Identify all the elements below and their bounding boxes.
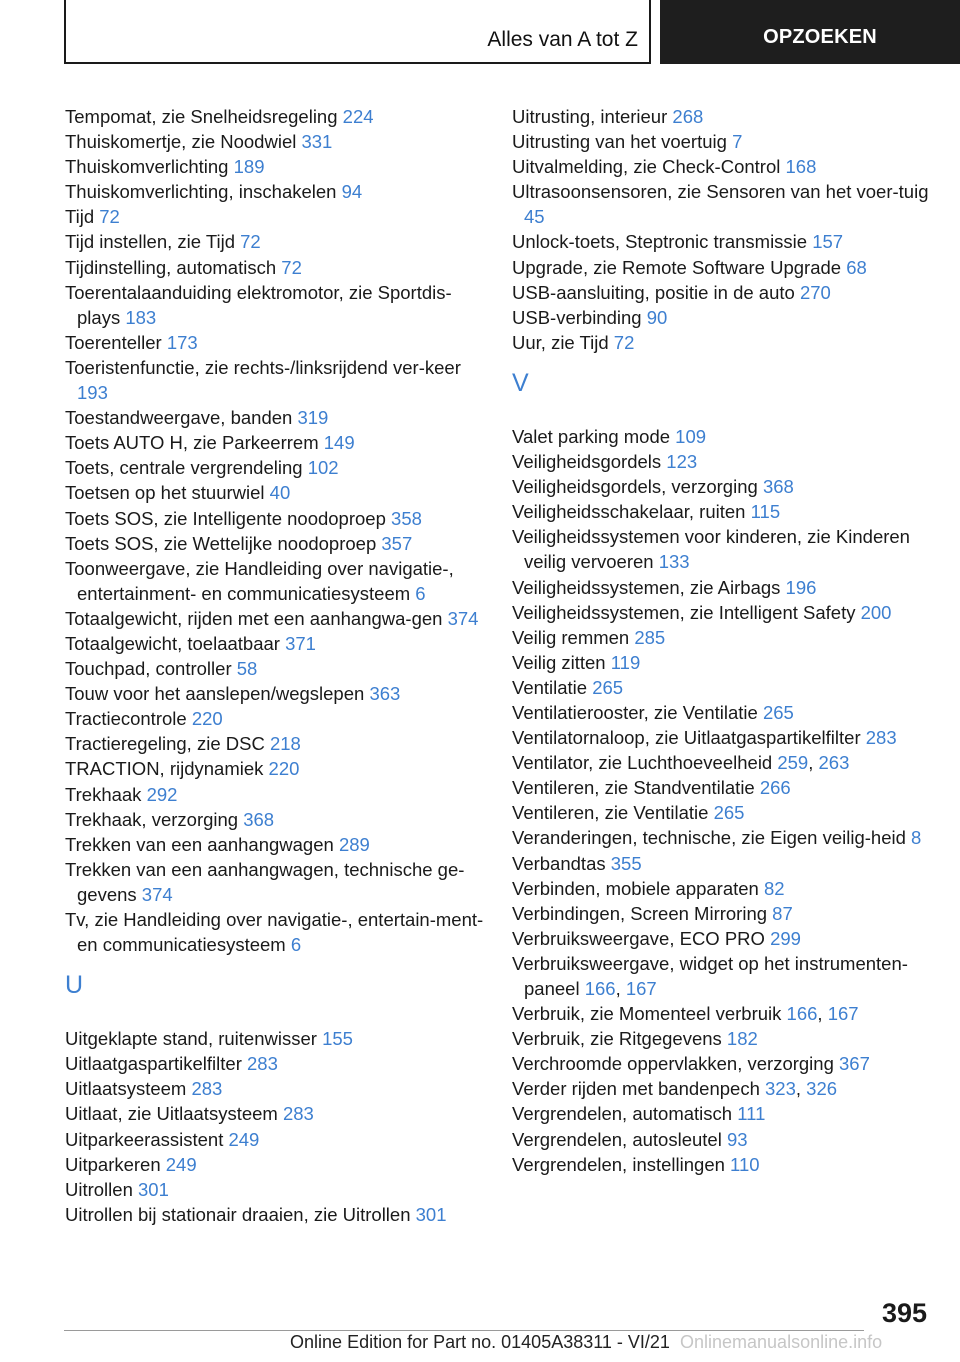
index-entry-text: Thuiskomertje, zie Noodwiel [65,131,302,153]
index-entry [512,154,932,179]
page-link[interactable]: 301 [415,1203,447,1225]
index-entry [65,731,485,756]
index-entry-text: Upgrade, zie Remote Software Upgrade [512,256,847,278]
index-entry [65,706,485,731]
index-entry-text: Thuiskomverlichting [65,156,234,178]
index-entry-text: Trekhaak, verzorging [65,808,244,830]
index-entry [65,907,485,957]
page-link[interactable]: 299 [770,927,801,949]
index-entry [512,675,932,700]
index-entry-text: Trekken van een aanhangwagen [65,833,339,855]
index-entry-text: Uitlaatsysteem [65,1078,192,1100]
index-entry-text: Uitparkeerassistent [65,1128,229,1150]
page-link[interactable]: 268 [672,106,704,127]
index-entry [512,851,932,876]
page-link[interactable]: 40 [269,482,291,504]
index-entry [65,531,485,556]
page-link[interactable]: 102 [307,457,339,479]
index-entry [512,280,932,305]
page-link[interactable]: 363 [369,683,401,705]
index-entry [65,807,485,832]
index-entry [65,154,485,179]
index-entry [65,1177,485,1202]
index-entry-text: Toets SOS, zie Intelligente noodoproep [65,507,392,529]
index-entry-text: Veiligheidssystemen, zie Airbags [512,576,786,598]
index-entry-text: Toets SOS, zie Wettelijke noodoproep [65,532,382,554]
page-link[interactable]: 368 [243,808,275,830]
index-entry-text: Toerentalaanduiding elektromotor, zie Sportdis-plays [65,281,452,328]
index-entry [65,681,485,706]
index-entry-text: Verbruiksweergave, ECO PRO [512,927,771,949]
index-entry-text: Veilig remmen [512,626,635,648]
index-entry-text: Verbindingen, Screen Mirroring [512,902,773,924]
page-link[interactable]: 6 [290,934,302,956]
index-entry-text: Uitgeklapte stand, ruitenwisser [65,1028,323,1050]
index-entry-text: Tijd instellen, zie Tijd [65,231,241,253]
index-entry [512,575,932,600]
index-entry-text: Toestandweergave, banden [65,407,298,429]
section-letter: U [65,971,84,1000]
page-link[interactable]: 182 [726,1028,758,1050]
index-entry [65,1127,485,1152]
page-link[interactable]: 368 [762,476,794,498]
page-link[interactable]: 374 [447,607,479,629]
index-entry [65,455,485,480]
index-entry [65,430,485,455]
header-bottom-rule [64,62,649,64]
page-link[interactable]: 90 [646,306,668,328]
index-entry-text: Ventilatierooster, zie Ventilatie [512,701,763,723]
index-entry [512,700,932,725]
page-link[interactable]: 218 [269,733,301,755]
page-link[interactable]: 133 [658,551,690,573]
index-entry-text: Tijd [65,206,100,228]
page-link[interactable]: 94 [341,181,363,203]
index-entry-text: Ventileren, zie Standventilatie [512,777,760,799]
index-entry [512,179,932,229]
index-entry-text: Uitrollen bij stationair draaien, zie Uitrollen [65,1203,416,1225]
page-link[interactable]: 196 [785,576,817,598]
index-entry [512,229,932,254]
index-entry [65,1026,485,1051]
page-link[interactable]: 285 [634,626,666,648]
index-entry [65,204,485,229]
index-entry [512,1001,932,1026]
index-entry [65,1202,485,1227]
index-entry-text: Ventilatie [512,676,593,698]
index-entry-text: Uitrusting, interieur [512,106,673,127]
page-link[interactable]: 189 [233,156,265,178]
page-link[interactable]: 367 [839,1053,870,1075]
page-link[interactable]: 265 [762,701,794,723]
page-link[interactable]: 283 [191,1078,223,1100]
index-entry-text: Ventilator, zie Luchthoeveelheid [512,752,778,774]
page-link[interactable]: 292 [146,783,178,805]
header-left-rule [64,0,66,64]
watermark: Onlinemanualsonline.info [680,1332,883,1352]
page-link[interactable]: 68 [846,256,867,278]
index-entry [512,474,932,499]
index-entry [512,901,932,926]
index-entry [65,756,485,781]
page-link[interactable]: 6 [415,582,426,604]
index-entry [512,424,932,449]
page-link[interactable]: 8 [911,827,922,849]
page-link[interactable]: 265 [713,802,745,824]
index-entry-text: Tractieregeling, zie DSC [65,733,270,755]
page-link[interactable]: 109 [675,425,707,447]
index-entry [512,650,932,675]
page-link[interactable]: 224 [342,106,374,127]
page-link[interactable]: 249 [165,1153,197,1175]
page-link[interactable]: 283 [865,727,897,749]
page-link[interactable]: 266 [759,777,791,799]
index-column-left [65,104,485,1227]
opzoeken-tab[interactable] [660,0,960,64]
index-entry [512,876,932,901]
page-link[interactable]: 119 [610,651,641,673]
page-link[interactable]: 93 [726,1128,748,1150]
page-separator: , [795,1078,807,1100]
index-entry [65,857,485,907]
index-entry-text: Veiligheidsschakelaar, ruiten [512,501,751,523]
index-entry-text: Totaalgewicht, toelaatbaar [65,632,286,654]
page-link[interactable]: 358 [391,507,422,529]
index-entry [512,600,932,625]
page-separator: , [808,752,819,774]
page-link[interactable]: 371 [285,632,316,654]
index-entry [65,506,485,531]
page-number: 395 [881,1298,927,1328]
index-entry [512,1026,932,1051]
index-entry-text: Thuiskomverlichting, inschakelen [65,181,342,203]
index-entry [65,1101,485,1126]
page-link[interactable]: 263 [818,752,850,774]
header-tab-divider [640,0,651,64]
index-entry-text: Uitparkeren [65,1153,166,1175]
index-entry-text: Uur, zie Tijd [512,331,614,353]
footer-rule [64,1330,864,1331]
index-entry [65,280,485,330]
index-entry [512,524,932,574]
page-link[interactable]: 72 [613,331,635,353]
index-entry-text: Toets, centrale vergrendeling [65,457,308,479]
index-entry-text: Touw voor het aanslepen/wegslepen [65,683,370,705]
page-link[interactable]: 326 [806,1078,838,1100]
index-entry-text: Tractiecontrole [65,708,192,730]
page-link[interactable]: 193 [77,382,108,404]
page-link[interactable]: 167 [827,1003,859,1025]
index-entry-text: Veiligheidssystemen, zie Intelligent Safety [512,601,861,623]
index-entry [512,1076,932,1101]
page-link[interactable]: 220 [268,758,300,780]
index-entry [65,556,485,606]
index-entry-text: Toerenteller [65,331,167,353]
index-entry [65,631,485,656]
index-entry [65,1051,485,1076]
index-entry-text: Toetsen op het stuurwiel [65,482,270,504]
page-link[interactable]: 111 [737,1103,766,1125]
index-entry [65,1076,485,1101]
index-entry-text: Tv, zie Handleiding over navigatie-, entertain-ment- en communicatiesysteem [65,909,484,956]
index-entry-text: Totaalgewicht, rijden met een aanhangwa-gen [65,607,448,629]
page-link[interactable]: 200 [860,601,892,623]
index-entry [512,800,932,825]
opzoeken-tab-label: OPZOEKEN [763,25,877,48]
section-tab-label[interactable]: Alles van A tot Z [487,28,638,51]
index-entry-text: Veilig zitten [512,651,611,673]
index-entry [512,725,932,750]
page-link[interactable]: 283 [247,1053,278,1075]
page-link[interactable]: 265 [592,676,624,698]
index-entry-text: Toonweergave, zie Handleiding over navigatie-, entertainment- en communicatiesysteem [65,557,454,604]
index-entry [512,825,932,850]
section-letter: V [512,368,529,397]
page-link[interactable]: 166 [584,978,616,999]
index-entry-text: Verbandtas [512,852,611,874]
page-link[interactable]: 259 [777,752,809,774]
index-entry-text: Veiligheidssystemen voor kinderen, zie Kinderen veilig vervoeren [512,526,910,573]
index-entry-text: Veiligheidsgordels, verzorging [512,476,763,498]
page-link[interactable]: 173 [166,331,198,353]
page-link[interactable]: 58 [236,658,258,680]
index-entry-text: Uitlaat, zie Uitlaatsysteem [65,1103,283,1125]
page-link[interactable]: 270 [799,281,831,303]
page-link[interactable]: 355 [610,852,642,874]
index-entry [512,951,932,1001]
page-link[interactable]: 110 [730,1153,760,1175]
page-link[interactable]: 323 [765,1078,796,1100]
page-link[interactable]: 357 [381,532,413,554]
index-entry-text: Toeristenfunctie, zie rechts-/linksrijdend ver-keer [65,356,461,378]
index-entry [65,1152,485,1177]
page-separator: , [615,978,626,999]
page-link[interactable]: 183 [125,306,157,328]
index-entry-text: Uitvalmelding, zie Check-Control [512,156,786,178]
index-entry-text: Unlock-toets, Steptronic transmissie [512,231,813,253]
index-entry-text: Vergrendelen, autosleutel [512,1128,727,1150]
page-link[interactable]: 149 [323,432,355,454]
index-entry-text: Uitlaatgaspartikelfilter [65,1053,247,1075]
index-entry-text: Trekken van een aanhangwagen, technische ge-gevens [65,858,465,905]
index-entry [512,775,932,800]
index-entry [65,330,485,355]
page-link[interactable]: 7 [732,131,743,153]
index-entry [65,179,485,204]
index-entry [65,606,485,631]
index-entry [512,1152,932,1177]
page-link[interactable]: 220 [191,708,223,730]
index-entry-text: Ventileren, zie Ventilatie [512,802,714,824]
index-entry-text: Ultrasoonsensoren, zie Sensoren van het voer-tuig [512,181,929,203]
index-entry [512,1101,932,1126]
index-entry [512,926,932,951]
index-entry-text: TRACTION, rijdynamiek [65,758,269,780]
page-link[interactable]: 87 [772,902,793,924]
index-entry [65,832,485,857]
page-link[interactable]: 167 [625,978,657,999]
index-entry-text: Tijdinstelling, automatisch [65,256,282,278]
index-entry-text: Trekhaak [65,783,147,805]
index-entry [65,255,485,280]
index-entry-text: Toets AUTO H, zie Parkeerrem [65,432,324,454]
index-entry [512,129,932,154]
index-entry-text: Vergrendelen, instellingen [512,1153,731,1175]
index-entry-text: Touchpad, controller [65,658,237,680]
page-separator: , [817,1003,828,1025]
index-entry [512,1051,932,1076]
index-entry [65,355,485,405]
index-entry [65,656,485,681]
page-link[interactable]: 289 [338,833,370,855]
index-entry-text: Veiligheidsgordels [512,451,667,473]
index-entry-text: Verbruik, zie Ritgegevens [512,1028,727,1050]
page-link[interactable]: 115 [750,501,781,523]
page-link[interactable]: 157 [812,231,844,253]
index-entry-text: Tempomat, zie Snelheidsregeling [65,106,343,127]
page-link[interactable]: 168 [785,156,817,178]
index-entry-text: Verchroomde oppervlakken, verzorging [512,1053,840,1075]
page-link[interactable]: 82 [764,877,785,899]
index-entry-text: Verbruiksweergave, widget op het instrumenten-paneel [512,952,908,999]
page-link[interactable]: 123 [666,451,698,473]
page-link[interactable]: 319 [297,407,329,429]
index-entry [512,750,932,775]
index-entry [512,625,932,650]
index-entry-text: Verbinden, mobiele apparaten [512,877,764,899]
page-link[interactable]: 72 [281,256,302,278]
page-link[interactable]: 166 [786,1003,818,1025]
index-entry [65,405,485,430]
page-link[interactable]: 45 [524,206,545,228]
index-entry [512,104,932,129]
index-entry [512,255,932,280]
index-entry-text: Uitrusting van het voertuig [512,131,733,153]
page-link[interactable]: 374 [141,883,173,905]
index-entry-text: Vergrendelen, automatisch [512,1103,738,1125]
index-entry-text: Verbruik, zie Momenteel verbruik [512,1003,787,1025]
index-entry [65,129,485,154]
index-entry-text: USB-verbinding [512,306,647,328]
page-link[interactable]: 72 [240,231,261,253]
page-link[interactable]: 331 [301,131,333,153]
index-entry [512,305,932,330]
index-entry [65,229,485,254]
index-column-right [512,104,932,1177]
index-entry [65,782,485,807]
index-entry-text: Veranderingen, technische, zie Eigen veilig-heid [512,827,912,849]
index-entry-text: Valet parking mode [512,425,676,447]
index-entry [65,104,485,129]
index-entry [512,449,932,474]
page-link[interactable]: 249 [228,1128,260,1150]
index-entry [512,330,932,355]
index-entry-text: USB-aansluiting, positie in de auto [512,281,800,303]
page-link[interactable]: 283 [282,1103,314,1125]
index-entry [65,480,485,505]
index-entry [512,499,932,524]
index-entry-text: Ventilatornaloop, zie Uitlaatgaspartikelfilter [512,727,866,749]
index-entry-text: Uitrollen [65,1178,138,1200]
index-entry-text: Verder rijden met bandenpech [512,1078,766,1100]
index-entry [512,1127,932,1152]
page-link[interactable]: 72 [99,206,120,228]
page-link[interactable]: 155 [322,1028,353,1050]
page-link[interactable]: 301 [138,1178,169,1200]
edition-text: Online Edition for Part no. 01405A38311 - VI/21 [290,1332,670,1352]
